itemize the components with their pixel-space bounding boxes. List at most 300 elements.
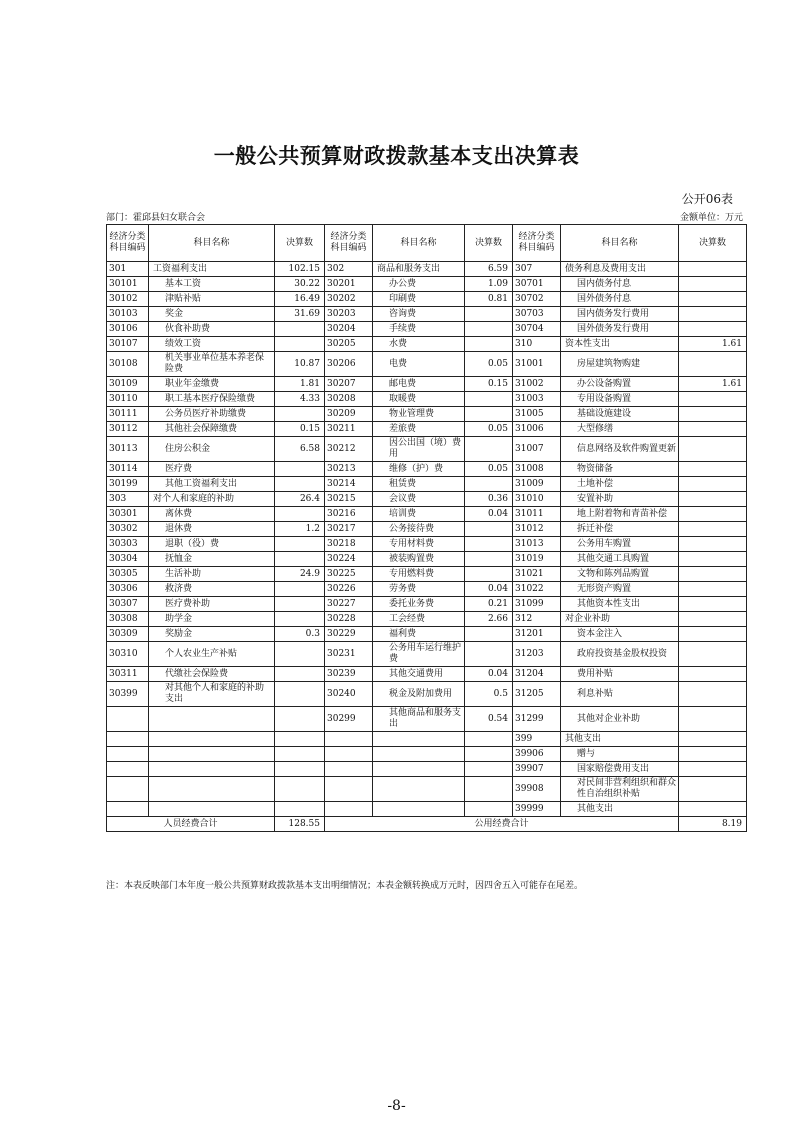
row-name: 对企业补助: [561, 612, 679, 627]
row-code: 30111: [107, 407, 149, 422]
row-code: 30199: [107, 477, 149, 492]
row-name: 商品和服务支出: [373, 262, 465, 277]
row-amount: [679, 747, 747, 762]
table-row: [107, 507, 747, 522]
row-amount: [465, 762, 513, 777]
row-name: 房屋建筑物购建: [561, 352, 679, 377]
row-name: 基础设施建设: [561, 407, 679, 422]
row-code: 30216: [325, 507, 373, 522]
row-amount: [465, 337, 513, 352]
row-name: 会议费: [373, 492, 465, 507]
row-name: 公务用车购置: [561, 537, 679, 552]
row-code: 31019: [513, 552, 561, 567]
row-code: 30227: [325, 597, 373, 612]
row-name: 公务员医疗补助缴费: [149, 407, 275, 422]
row-code: 31009: [513, 477, 561, 492]
row-code: 30113: [107, 437, 149, 462]
row-name: 医疗费: [149, 462, 275, 477]
row-code: 30214: [325, 477, 373, 492]
row-code: 31006: [513, 422, 561, 437]
row-amount: [275, 507, 325, 522]
table-row: [107, 707, 747, 732]
row-amount: [465, 322, 513, 337]
row-amount: [679, 582, 747, 597]
row-code: 30224: [325, 552, 373, 567]
table-row: [107, 322, 747, 337]
row-amount: [679, 642, 747, 667]
row-amount: 0.04: [465, 582, 513, 597]
table-row: [107, 682, 747, 707]
table-row: [107, 407, 747, 422]
row-amount: [679, 392, 747, 407]
row-amount: 0.81: [465, 292, 513, 307]
row-code: 30399: [107, 682, 149, 707]
row-code: 30212: [325, 437, 373, 462]
row-code: 30106: [107, 322, 149, 337]
row-name: 职工基本医疗保险缴费: [149, 392, 275, 407]
row-code: 39907: [513, 762, 561, 777]
row-name: 公务接待费: [373, 522, 465, 537]
row-name: 培训费: [373, 507, 465, 522]
row-amount: [679, 537, 747, 552]
row-name: 专用材料费: [373, 537, 465, 552]
row-amount: 1.81: [275, 377, 325, 392]
row-amount: 0.05: [465, 462, 513, 477]
row-code: 30231: [325, 642, 373, 667]
row-amount: [679, 477, 747, 492]
row-name: 咨询费: [373, 307, 465, 322]
row-code: 30101: [107, 277, 149, 292]
row-name: 资本金注入: [561, 627, 679, 642]
row-code: 31021: [513, 567, 561, 582]
row-amount: 0.15: [465, 377, 513, 392]
row-code: 31299: [513, 707, 561, 732]
row-code: 30229: [325, 627, 373, 642]
row-name: 代缴社会保险费: [149, 667, 275, 682]
row-amount: [275, 477, 325, 492]
row-code: 31022: [513, 582, 561, 597]
row-name: 土地补偿: [561, 477, 679, 492]
row-name: 职业年金缴费: [149, 377, 275, 392]
row-code: 30201: [325, 277, 373, 292]
row-name: 津贴补贴: [149, 292, 275, 307]
row-amount: [275, 582, 325, 597]
expenditure-table: [106, 224, 747, 832]
row-name: 生活补助: [149, 567, 275, 582]
row-amount: [679, 322, 747, 337]
table-row: [107, 582, 747, 597]
row-amount: [679, 407, 747, 422]
row-name: 物资储备: [561, 462, 679, 477]
row-code: 30108: [107, 352, 149, 377]
table-row: [107, 422, 747, 437]
row-code: 31099: [513, 597, 561, 612]
row-name: 其他资本性支出: [561, 597, 679, 612]
row-amount: [465, 407, 513, 422]
row-code: 30226: [325, 582, 373, 597]
header-name-2: 科目名称: [373, 225, 465, 262]
row-name: [373, 777, 465, 802]
row-code: [325, 777, 373, 802]
row-amount: [275, 552, 325, 567]
row-amount: 4.33: [275, 392, 325, 407]
row-amount: 1.2: [275, 522, 325, 537]
table-row: [107, 597, 747, 612]
personnel-total-label: 人员经费合计: [107, 817, 275, 832]
table-row: [107, 762, 747, 777]
row-amount: 6.59: [465, 262, 513, 277]
row-code: 30308: [107, 612, 149, 627]
row-name: 退职（役）费: [149, 537, 275, 552]
table-row: [107, 777, 747, 802]
header-name-1: 科目名称: [149, 225, 275, 262]
row-code: 31008: [513, 462, 561, 477]
row-amount: [679, 492, 747, 507]
row-amount: 1.09: [465, 277, 513, 292]
row-amount: [465, 802, 513, 817]
row-amount: [465, 552, 513, 567]
row-amount: [465, 747, 513, 762]
row-name: 基本工资: [149, 277, 275, 292]
row-amount: [275, 642, 325, 667]
table-row: [107, 552, 747, 567]
row-name: 印刷费: [373, 292, 465, 307]
row-name: 国外债务发行费用: [561, 322, 679, 337]
row-code: 30307: [107, 597, 149, 612]
row-name: 委托业务费: [373, 597, 465, 612]
row-amount: [275, 732, 325, 747]
row-code: 30703: [513, 307, 561, 322]
row-code: 30205: [325, 337, 373, 352]
row-amount: [679, 762, 747, 777]
row-code: 31203: [513, 642, 561, 667]
row-amount: [465, 777, 513, 802]
row-code: 30202: [325, 292, 373, 307]
row-name: 对其他个人和家庭的补助支出: [149, 682, 275, 707]
row-code: [325, 802, 373, 817]
row-name: 救济费: [149, 582, 275, 597]
row-amount: [465, 537, 513, 552]
row-amount: [679, 462, 747, 477]
row-amount: [679, 352, 747, 377]
header-amount-3: 决算数: [679, 225, 747, 262]
row-amount: [679, 307, 747, 322]
row-name: [149, 802, 275, 817]
row-amount: 1.61: [679, 377, 747, 392]
row-amount: 102.15: [275, 262, 325, 277]
header-amount-2: 决算数: [465, 225, 513, 262]
row-amount: [465, 732, 513, 747]
row-amount: 0.54: [465, 707, 513, 732]
row-name: 绩效工资: [149, 337, 275, 352]
table-row: [107, 492, 747, 507]
row-amount: [679, 682, 747, 707]
row-name: [373, 802, 465, 817]
row-name: 手续费: [373, 322, 465, 337]
header-code-2: 经济分类科目编码: [325, 225, 373, 262]
row-name: 被装购置费: [373, 552, 465, 567]
row-amount: [679, 802, 747, 817]
row-code: 30228: [325, 612, 373, 627]
row-name: [149, 762, 275, 777]
row-amount: [465, 477, 513, 492]
totals-row: [107, 817, 747, 832]
header-name-3: 科目名称: [561, 225, 679, 262]
row-amount: [275, 597, 325, 612]
row-name: 工会经费: [373, 612, 465, 627]
row-code: 307: [513, 262, 561, 277]
row-name: 取暖费: [373, 392, 465, 407]
row-code: 302: [325, 262, 373, 277]
row-name: 退休费: [149, 522, 275, 537]
row-name: 邮电费: [373, 377, 465, 392]
row-amount: 0.04: [465, 667, 513, 682]
row-code: 31011: [513, 507, 561, 522]
row-name: 水费: [373, 337, 465, 352]
row-amount: [679, 422, 747, 437]
table-row: [107, 732, 747, 747]
row-amount: 26.4: [275, 492, 325, 507]
row-amount: [275, 802, 325, 817]
row-name: 费用补贴: [561, 667, 679, 682]
row-amount: [275, 337, 325, 352]
row-name: 无形资产购置: [561, 582, 679, 597]
row-code: 31005: [513, 407, 561, 422]
row-code: 30306: [107, 582, 149, 597]
row-name: 地上附着物和青苗补偿: [561, 507, 679, 522]
row-code: 30207: [325, 377, 373, 392]
row-amount: 31.69: [275, 307, 325, 322]
row-name: 专用燃料费: [373, 567, 465, 582]
row-code: 30301: [107, 507, 149, 522]
row-code: 30215: [325, 492, 373, 507]
row-code: 30310: [107, 642, 149, 667]
row-amount: [679, 567, 747, 582]
row-name: 其他社会保障缴费: [149, 422, 275, 437]
row-name: 工资福利支出: [149, 262, 275, 277]
row-name: [149, 707, 275, 732]
table-row: [107, 352, 747, 377]
row-amount: 0.05: [465, 422, 513, 437]
row-amount: 0.21: [465, 597, 513, 612]
row-code: 30102: [107, 292, 149, 307]
row-code: [107, 777, 149, 802]
row-code: 39906: [513, 747, 561, 762]
row-amount: [679, 612, 747, 627]
row-name: 利息补贴: [561, 682, 679, 707]
row-code: 30311: [107, 667, 149, 682]
row-name: 拆迁补偿: [561, 522, 679, 537]
row-code: 30305: [107, 567, 149, 582]
row-code: 30299: [325, 707, 373, 732]
row-amount: [275, 322, 325, 337]
table-row: [107, 627, 747, 642]
row-code: 30302: [107, 522, 149, 537]
row-code: 30112: [107, 422, 149, 437]
header-amount-1: 决算数: [275, 225, 325, 262]
header-code-1: 经济分类科目编码: [107, 225, 149, 262]
row-code: 31002: [513, 377, 561, 392]
row-code: 30208: [325, 392, 373, 407]
row-name: [149, 777, 275, 802]
row-code: [107, 802, 149, 817]
row-code: 30213: [325, 462, 373, 477]
row-name: 办公设备购置: [561, 377, 679, 392]
row-amount: [275, 667, 325, 682]
row-name: 因公出国（境）费用: [373, 437, 465, 462]
row-code: 30240: [325, 682, 373, 707]
row-amount: [275, 682, 325, 707]
row-name: 维修（护）费: [373, 462, 465, 477]
row-amount: 0.5: [465, 682, 513, 707]
row-code: [107, 762, 149, 777]
row-amount: 2.66: [465, 612, 513, 627]
row-amount: 0.3: [275, 627, 325, 642]
row-code: 312: [513, 612, 561, 627]
row-code: 39999: [513, 802, 561, 817]
row-name: 资本性支出: [561, 337, 679, 352]
row-code: [325, 747, 373, 762]
table-row: [107, 477, 747, 492]
row-amount: 0.36: [465, 492, 513, 507]
row-name: 个人农业生产补贴: [149, 642, 275, 667]
row-code: 301: [107, 262, 149, 277]
row-name: 其他商品和服务支出: [373, 707, 465, 732]
row-code: [325, 732, 373, 747]
row-code: 30303: [107, 537, 149, 552]
row-name: 奖励金: [149, 627, 275, 642]
table-row: [107, 667, 747, 682]
row-amount: [465, 392, 513, 407]
row-name: 国外债务付息: [561, 292, 679, 307]
row-name: 其他交通费用: [373, 667, 465, 682]
row-name: 信息网络及软件购置更新: [561, 437, 679, 462]
row-amount: [465, 522, 513, 537]
row-name: 国内债务发行费用: [561, 307, 679, 322]
row-amount: 6.58: [275, 437, 325, 462]
row-amount: [679, 667, 747, 682]
row-name: 文物和陈列品购置: [561, 567, 679, 582]
row-code: 30109: [107, 377, 149, 392]
unit-label: 金额单位：万元: [679, 213, 743, 223]
row-amount: [679, 437, 747, 462]
department-label: 部门：霍邱县妇女联合会: [106, 213, 206, 223]
row-name: 其他支出: [561, 732, 679, 747]
row-code: 30225: [325, 567, 373, 582]
row-amount: [679, 292, 747, 307]
table-row: [107, 802, 747, 817]
table-row: [107, 642, 747, 667]
row-code: 30107: [107, 337, 149, 352]
row-code: 39908: [513, 777, 561, 802]
row-amount: [679, 262, 747, 277]
row-code: 30304: [107, 552, 149, 567]
row-amount: 0.04: [465, 507, 513, 522]
page-title: 一般公共预算财政拨款基本支出决算表: [213, 144, 580, 168]
row-amount: [465, 627, 513, 642]
row-code: 30204: [325, 322, 373, 337]
row-name: 租赁费: [373, 477, 465, 492]
row-code: 30203: [325, 307, 373, 322]
row-name: 物业管理费: [373, 407, 465, 422]
row-amount: [275, 707, 325, 732]
row-name: 劳务费: [373, 582, 465, 597]
row-name: 抚恤金: [149, 552, 275, 567]
row-code: [107, 707, 149, 732]
row-code: 30211: [325, 422, 373, 437]
row-name: 电费: [373, 352, 465, 377]
table-row: [107, 392, 747, 407]
row-code: 30114: [107, 462, 149, 477]
row-amount: [275, 747, 325, 762]
row-name: 其他交通工具购置: [561, 552, 679, 567]
row-amount: 1.61: [679, 337, 747, 352]
row-name: 国家赔偿费用支出: [561, 762, 679, 777]
row-code: 31001: [513, 352, 561, 377]
table-row: [107, 337, 747, 352]
table-row: [107, 567, 747, 582]
row-code: 30701: [513, 277, 561, 292]
form-number: 公开06表: [681, 192, 733, 206]
row-code: 31013: [513, 537, 561, 552]
row-code: 30103: [107, 307, 149, 322]
row-code: 31012: [513, 522, 561, 537]
row-amount: 10.87: [275, 352, 325, 377]
table-row: [107, 262, 747, 277]
row-code: 303: [107, 492, 149, 507]
row-amount: [679, 277, 747, 292]
row-amount: [679, 597, 747, 612]
row-code: 30206: [325, 352, 373, 377]
header-code-3: 经济分类科目编码: [513, 225, 561, 262]
row-code: [325, 762, 373, 777]
table-row: [107, 747, 747, 762]
row-code: 399: [513, 732, 561, 747]
row-code: 30239: [325, 667, 373, 682]
row-name: 大型修缮: [561, 422, 679, 437]
row-amount: [275, 762, 325, 777]
row-amount: [679, 522, 747, 537]
row-code: 30209: [325, 407, 373, 422]
row-code: 31010: [513, 492, 561, 507]
personnel-total-value: 128.55: [275, 817, 325, 832]
page-number: -8-: [387, 1098, 406, 1114]
table-body: [107, 262, 747, 817]
table-row: [107, 522, 747, 537]
row-amount: [465, 437, 513, 462]
row-amount: [465, 567, 513, 582]
row-name: 办公费: [373, 277, 465, 292]
row-name: 安置补助: [561, 492, 679, 507]
footnote: 注：本表反映部门本年度一般公共预算财政拨款基本支出明细情况；本表金额转换成万元时，因四舍五入可能存在尾差。: [106, 881, 584, 891]
row-amount: [465, 642, 513, 667]
row-name: 住房公积金: [149, 437, 275, 462]
row-amount: [679, 707, 747, 732]
row-name: 对民间非营利组织和群众性自治组织补贴: [561, 777, 679, 802]
row-code: 30309: [107, 627, 149, 642]
row-code: [107, 732, 149, 747]
table-row: [107, 307, 747, 322]
row-amount: [275, 612, 325, 627]
row-amount: [275, 462, 325, 477]
row-amount: 0.05: [465, 352, 513, 377]
table-row: [107, 377, 747, 392]
row-name: 离休费: [149, 507, 275, 522]
table-row: [107, 437, 747, 462]
public-total-value: 8.19: [679, 817, 747, 832]
row-name: [149, 747, 275, 762]
row-amount: 16.49: [275, 292, 325, 307]
